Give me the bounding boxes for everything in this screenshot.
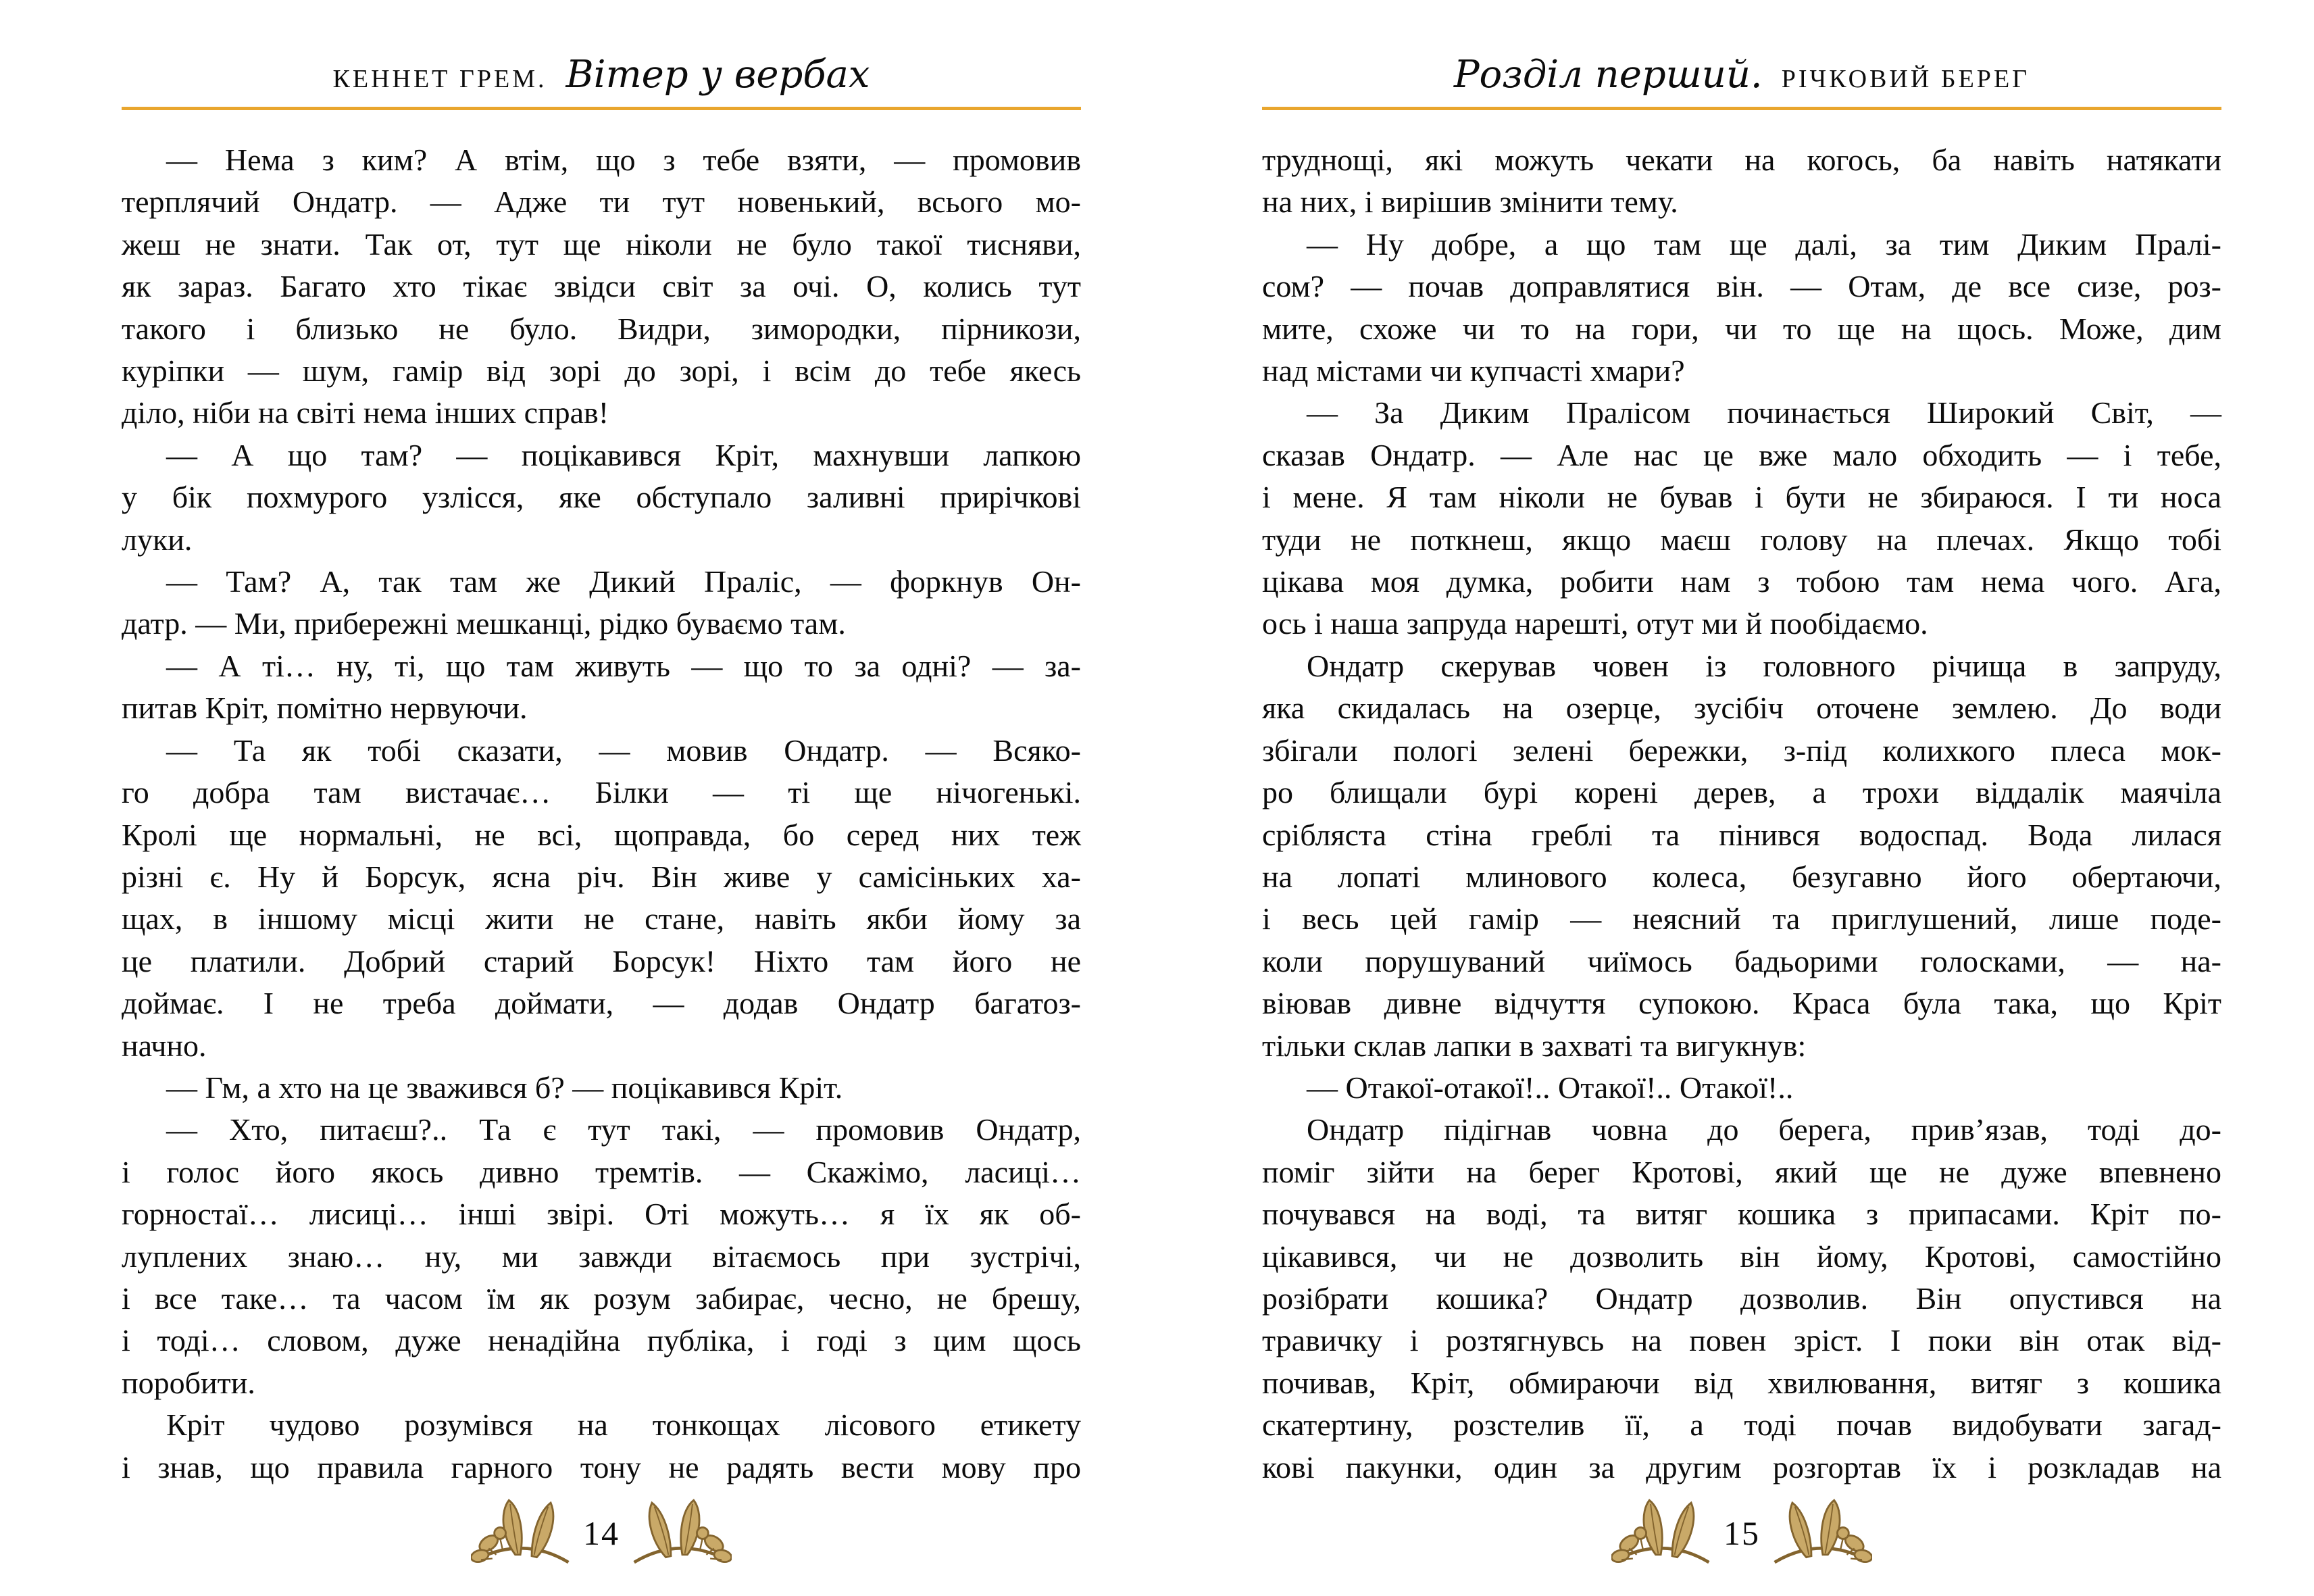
text-line: як зараз. Багато хто тікає звідси світ за очі. О, колись тут	[122, 269, 1081, 304]
text-line: туди не поткнеш, якщо маєш голову на плечах. Якщо тобі	[1262, 522, 2221, 557]
text-line: такого і близько не було. Видри, зимородки, пірникози,	[122, 311, 1081, 346]
page-text	[1262, 139, 2221, 1489]
page-number: 14	[583, 1514, 620, 1552]
page-footer	[1262, 1497, 2221, 1569]
text-line: — За Диким Пралісом починається Широкий Світ, —	[1307, 395, 2221, 430]
text-line: Кролі ще нормальні, не всі, щоправда, бо серед них теж	[122, 817, 1081, 852]
text-line: Кріт чудово розумівся на тонкощах лісового етикету	[166, 1407, 1081, 1443]
text-line: над містами чи купчасті хмари?	[1262, 353, 1685, 389]
text-line: яка скидалась на озерце, зусібіч оточене землею. До води	[1262, 691, 2221, 726]
text-line: питав Кріт, помітно нервуючи.	[122, 691, 528, 726]
text-line: збігали пологі зелені бережки, з-під колихкого плеса мок-	[1262, 732, 2221, 768]
text-line: кові пакунки, один за другим розгортав їх і розкладав на	[1262, 1449, 2221, 1485]
text-line: ось і наша запруда нарешті, отут ми й пообідаємо.	[1262, 606, 1928, 641]
text-line: скатертину, розстелив її, а тоді почав видобувати загад-	[1262, 1407, 2221, 1443]
text-line: мите, схоже чи то на гори, чи то ще на щось. Може, дим	[1262, 311, 2221, 346]
text-line: луки.	[122, 522, 193, 557]
text-line: датр. — Ми, прибережні мешканці, рідко буваємо там.	[122, 606, 846, 641]
text-line: і все таке… та часом їм як розум забирає, чесно, не брешу,	[122, 1280, 1081, 1316]
text-line: це платили. Добрий старий Борсук! Ніхто там його не	[122, 943, 1081, 978]
text-line: ро блищали бурі корені дерев, а трохи віддалік маячіла	[1262, 775, 2221, 810]
text-line: сом? — почав доправлятися він. — Отам, де все сизе, роз-	[1262, 269, 2221, 304]
text-line: почивав, Кріт, обмираючи від хвилювання, витяг з кошика	[1262, 1365, 2221, 1400]
text-line: і голос його якось дивно тремтів. — Скажімо, ласиці…	[122, 1154, 1081, 1189]
text-line: Ондатр скерував човен із головного річища в запруду,	[1307, 648, 2221, 683]
laurel-ornament-icon	[1611, 1497, 1713, 1569]
text-line: поміг зійти на берег Кротові, який ще не дуже впевнено	[1262, 1154, 2221, 1189]
text-line: начно.	[122, 1028, 207, 1063]
text-line: сказав Ондатр. — Але нас це вже мало обходить — і тебе,	[1262, 437, 2221, 472]
text-line: поробити.	[122, 1365, 255, 1400]
text-line: — Та як тобі сказати, — мовив Ондатр. — Всяко-	[166, 732, 1081, 768]
text-line: жеш не знати. Так от, тут ще ніколи не було такої тисняви,	[122, 226, 1081, 261]
laurel-ornament-icon	[1771, 1497, 1872, 1569]
text-line: і мене. Я там ніколи не бував і бути не збираюся. І ти носа	[1262, 480, 2221, 515]
page-left	[122, 0, 1081, 1596]
text-line: цікавився, чи не дозволить він йому, Кротові, самостійно	[1262, 1239, 2221, 1274]
text-line: і тоді… словом, дуже ненадійна публіка, і годі з цим щось	[122, 1323, 1081, 1358]
running-header-script: Вітер у вербах	[565, 53, 870, 97]
text-line: терплячий Ондатр. — Адже ти тут новенький, всього мо-	[122, 184, 1081, 220]
text-line: коли порушуваний чиїмось бадьорими голосками, — на-	[1262, 943, 2221, 978]
text-line: куріпки — шум, гамір від зорі до зорі, і всім до тебе якесь	[122, 353, 1081, 389]
running-header	[1262, 53, 2221, 97]
text-line: різні є. Ну й Борсук, ясна річ. Він живе у самісіньких ха-	[122, 859, 1081, 894]
text-line: щах, в іншому місці жити не стане, навіть якби йому за	[122, 901, 1081, 937]
text-line: луплених знаю… ну, ми завжди вітаємось при зустрічі,	[122, 1239, 1081, 1274]
text-line: доймає. І не треба доймати, — додав Ондатр багатоз-	[122, 986, 1081, 1021]
text-line: срібляста стіна греблі та пінився водоспад. Вода лилася	[1262, 817, 2221, 852]
text-line: почувався на воді, та витяг кошика з припасами. Кріт по-	[1262, 1197, 2221, 1232]
page-number: 15	[1724, 1514, 1760, 1552]
page-right	[1262, 0, 2221, 1596]
page-text	[122, 139, 1081, 1489]
running-header-caps: КЕННЕТ ГРЕМ.	[332, 65, 547, 93]
text-line: Ондатр підігнав човна до берега, прив’язав, тоді до-	[1307, 1112, 2221, 1147]
text-line: — Ну добре, а що там ще далі, за тим Диким Пралі-	[1307, 226, 2221, 261]
text-line: — Нема з ким? А втім, що з тебе взяти, — промовив	[166, 143, 1081, 177]
running-header	[122, 53, 1081, 97]
text-line: і знав, що правила гарного тону не радять вести мову про	[122, 1449, 1081, 1485]
text-line: — Отакої-отакої!.. Отакої!.. Отакої!..	[1307, 1070, 1794, 1105]
text-line: на лопаті млинового колеса, безугавно його обертаючи,	[1262, 859, 2221, 894]
laurel-ornament-icon	[630, 1497, 732, 1569]
text-line: травичку і розтягнувсь на повен зріст. І поки він отак від-	[1262, 1323, 2221, 1358]
page-footer	[122, 1497, 1081, 1569]
text-line: горностаї… лисиці… інші звірі. Оті можуть… я їх як об-	[122, 1197, 1081, 1232]
running-header-caps: РІЧКОВИЙ БЕРЕГ	[1781, 65, 2030, 93]
running-header-script: Розділ перший.	[1453, 53, 1763, 97]
text-line: — А що там? — поцікавився Кріт, махнувши лапкою	[166, 437, 1081, 472]
text-line: розібрати кошика? Ондатр дозволив. Він опустився на	[1262, 1280, 2221, 1316]
header-rule	[122, 107, 1081, 110]
text-line: го добра там вистачає… Білки — ті ще нічогенькі.	[122, 775, 1081, 810]
text-line: — Там? А, так там же Дикий Праліс, — форкнув Он-	[166, 564, 1081, 599]
header-rule	[1262, 107, 2221, 110]
text-line: діло, ніби на світі нема інших справ!	[122, 395, 609, 430]
text-line: на них, і вирішив змінити тему.	[1262, 184, 1678, 220]
laurel-ornament-icon	[471, 1497, 572, 1569]
text-line: і весь цей гамір — неясний та приглушений, лише поде-	[1262, 901, 2221, 937]
text-line: — Гм, а хто на це зважився б? — поцікавився Кріт.	[166, 1070, 843, 1105]
text-line: — Хто, питаєш?.. Та є тут такі, — промовив Ондатр,	[166, 1112, 1081, 1147]
text-line: труднощі, які можуть чекати на когось, ба навіть натякати	[1262, 143, 2221, 177]
text-line: — А ті… ну, ті, що там живуть — що то за одні? — за-	[166, 648, 1081, 683]
text-line: у бік похмурого узлісся, яке обступало заливні прирічкові	[122, 480, 1081, 515]
text-line: тільки склав лапки в захваті та вигукнув:	[1262, 1028, 1807, 1063]
text-line: цікава моя думка, робити нам з тобою там нема чого. Ага,	[1262, 564, 2221, 599]
text-line: віював дивне відчуття супокою. Краса була така, що Кріт	[1262, 986, 2221, 1021]
